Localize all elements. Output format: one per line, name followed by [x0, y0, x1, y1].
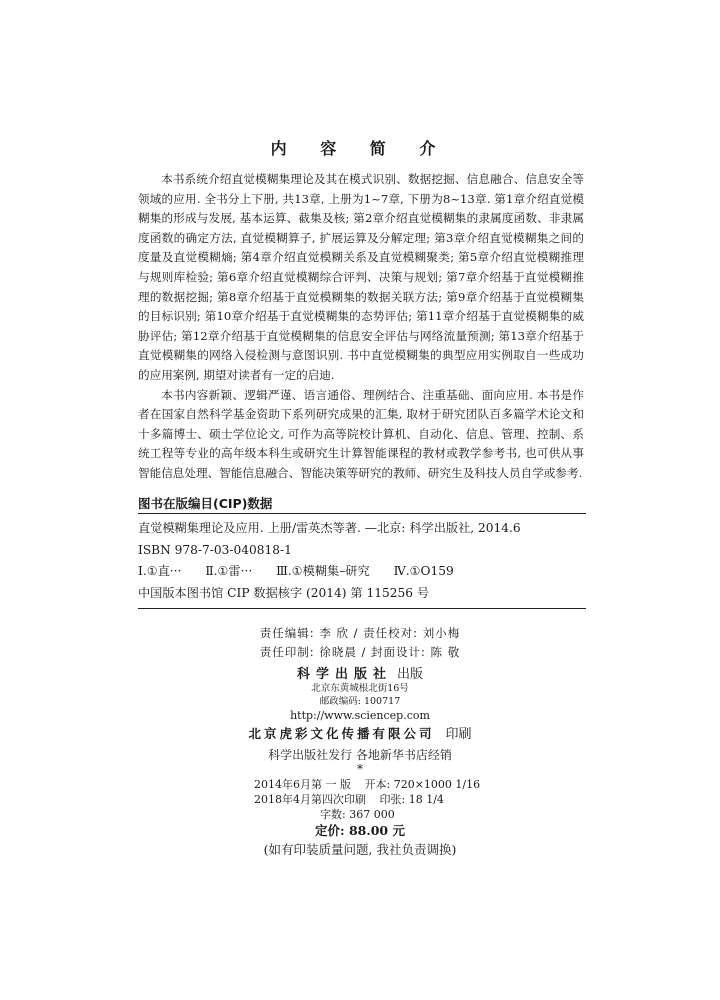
cip-class-item: Ⅱ.①雷···	[205, 564, 253, 578]
summary-title: 内 容 简 介	[270, 139, 450, 158]
publisher-block	[0, 663, 720, 723]
summary-text	[138, 170, 584, 484]
summary-paragraph: 本书内容新颖、逻辑严谨、语言通俗、理例结合、注重基础、面向应用. 本书是作者在国家自然科学基金资助下系列研究成果的汇集, 取材于研究团队百多篇学术论文和十多篇博士、硕士学位论文, 可作为高等院校计算机、自动化、信息、管理、控制、系统工程等专业的高年级本科生或研究生计算智能课程的教材或教学参考书, 也可供从事智能信息处理、智能信息融合、智能决策等研究的教师、研究生及科技人员自学或参考.	[138, 387, 584, 480]
printing-date: 2018年4月第四次印刷	[254, 793, 366, 806]
summary-paragraph: 本书系统介绍直觉模糊集理论及其在模式识别、数据挖掘、信息融合、信息安全等领域的应用. 全书分上下册, 共13章, 上册为1~7章, 下册为8~13章. 第1章介绍直觉模糊集的形成与发展, 基本运算、截集及核; 第2章介绍直觉模糊集的隶属度函数、非隶属度函数的确定方法, 直觉模糊算子, 扩展运算及分解定理; 第3章介绍直觉模糊集之间的度量及直觉模糊熵; 第4章介绍直觉模糊关系及直觉模糊聚类; 第5章介绍直觉模糊推理与规则库检验; 第6章介绍直觉模糊综合评判、决策与规划; 第7章介绍基于直觉模糊推理的数据挖掘; 第8章介绍基于直觉模糊集的数据关联方法; 第9章介绍基于直觉模糊集的目标识别; 第10章介绍基于直觉模糊集的态势评估; 第11章介绍基于直觉模糊集的威胁评估; 第12章介绍基于直觉模糊集的信息安全评估与网络流量预测; 第13章介绍基于直觉模糊集的网络入侵检测与意图识别. 书中直觉模糊集的典型应用实例取自一些成功的应用案例, 期望对读者有一定的启迪.	[138, 172, 584, 382]
credits	[0, 624, 720, 662]
edition-info	[254, 777, 494, 822]
credits-production: 责任印制: 徐晓晨 / 封面设计: 陈 敬	[259, 645, 461, 659]
cip-heading: 图书在版编目(CIP)数据	[138, 496, 273, 511]
cip-isbn: ISBN 978-7-03-040818-1	[138, 542, 292, 557]
separator-star: *	[357, 762, 363, 776]
cip-classification	[138, 561, 586, 583]
cip-class-item: Ⅲ.①模糊集–研究	[276, 564, 370, 578]
printer-suffix: 印刷	[445, 727, 472, 742]
format-size: 开本: 720×1000 1/16	[364, 778, 481, 791]
cip-title-line: 直觉模糊集理论及应用. 上册/雷英杰等著. —北京: 科学出版社, 2014.6	[138, 521, 521, 535]
printer-block	[0, 723, 720, 742]
publisher-address: 北京东黄城根北街16号	[311, 683, 409, 694]
distribution: 科学出版社发行 各地新华书店经销	[268, 748, 452, 762]
quality-notice: (如有印装质量问题, 我社负责调换)	[263, 842, 457, 857]
edition-date: 2014年6月第 一 版	[254, 778, 351, 791]
price: 定价: 88.00 元	[315, 823, 405, 838]
cip-record-box	[138, 513, 586, 609]
credits-editors: 责任编辑: 李 欣 / 责任校对: 刘小梅	[259, 626, 461, 640]
publisher-suffix: 出版	[397, 667, 424, 682]
publisher-logo: 科学出版社	[296, 667, 392, 682]
cip-class-item: Ⅰ.①直···	[138, 564, 182, 578]
publisher-postcode: 邮政编码: 100717	[319, 696, 401, 707]
publisher-url: http://www.sciencep.com	[290, 709, 430, 722]
printer-logo: 北京虎彩文化传播有限公司	[248, 726, 435, 741]
cip-class-item: Ⅳ.①O159	[393, 564, 454, 578]
cip-record-number: 中国版本图书馆 CIP 数据核字 (2014) 第 115256 号	[138, 585, 430, 600]
word-count: 字数: 367 000	[320, 808, 395, 821]
sheet-count: 印张: 18 1/4	[379, 793, 444, 806]
